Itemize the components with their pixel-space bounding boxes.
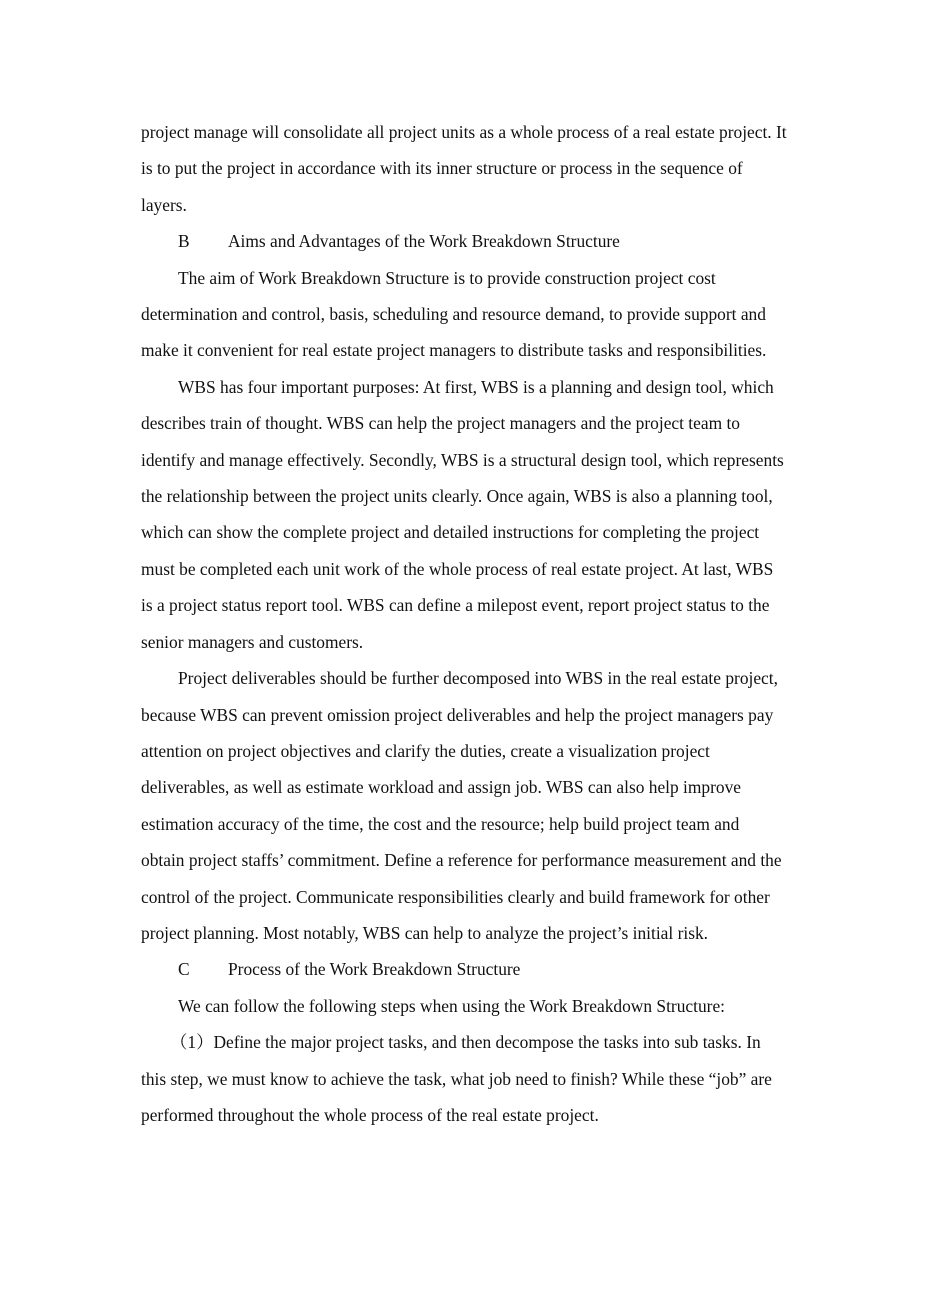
- paragraph-wbs-aim: The aim of Work Breakdown Structure is to provide construction project cost determination and control, basis, scheduling and resource demand, to provide support and make it convenient for real estate project managers to distribute tasks and responsibilities.: [141, 267, 767, 361]
- section-heading-c: [141, 951, 787, 987]
- section-letter-b: B: [178, 231, 190, 252]
- section-letter-c: C: [178, 959, 190, 980]
- paragraph-wbs-purposes: WBS has four important purposes: At first, WBS is a planning and design tool, which describes train of thought. WBS can help the project managers and the project team to identify and manage effectively. Secondly, WBS is a structural design tool, which represents the relationship between the project units clearly. Once again, WBS is also a planning tool, which can show the complete project and detailed instructions for completing the project must be completed each unit work of the whole process of real estate project. At last, WBS is a project status report tool. WBS can define a milepost event, report project status to the senior managers and customers.: [141, 376, 784, 652]
- section-title-c: Process of the Work Breakdown Structure: [228, 959, 521, 980]
- paragraph-step-1: [141, 1024, 787, 1133]
- paragraph-consolidation: project manage will consolidate all project units as a whole process of a real estate project. It is to put the project in accordance with its inner structure or process in the sequence of layers.: [141, 122, 787, 215]
- paragraph-steps-intro: We can follow the following steps when using the Work Breakdown Structure:: [178, 995, 725, 1016]
- paragraph-deliverables: Project deliverables should be further decomposed into WBS in the real estate project, because WBS can prevent omission project deliverables and help the project managers pay attention on project objectives and clarify the duties, create a visualization project deliverables, as well as estimate workload and assign job. WBS can also help improve estimation accuracy of the time, the cost and the resource; help build project team and obtain project staffs’ commitment. Define a reference for performance measurement and the control of the project. Communicate responsibilities clearly and build framework for other project planning. Most notably, WBS can help to analyze the project’s initial risk.: [141, 668, 782, 943]
- section-title-b: Aims and Advantages of the Work Breakdown Structure: [228, 231, 620, 252]
- document-body: [141, 114, 787, 1133]
- step-number-1: （1）: [170, 1032, 214, 1053]
- section-heading-b: [141, 223, 787, 259]
- step-text-1: Define the major project tasks, and then decompose the tasks into sub tasks. In this step, we must know to achieve the task, what job need to finish? While these “job” are performed throughout the whole process of the real estate project.: [141, 1032, 772, 1125]
